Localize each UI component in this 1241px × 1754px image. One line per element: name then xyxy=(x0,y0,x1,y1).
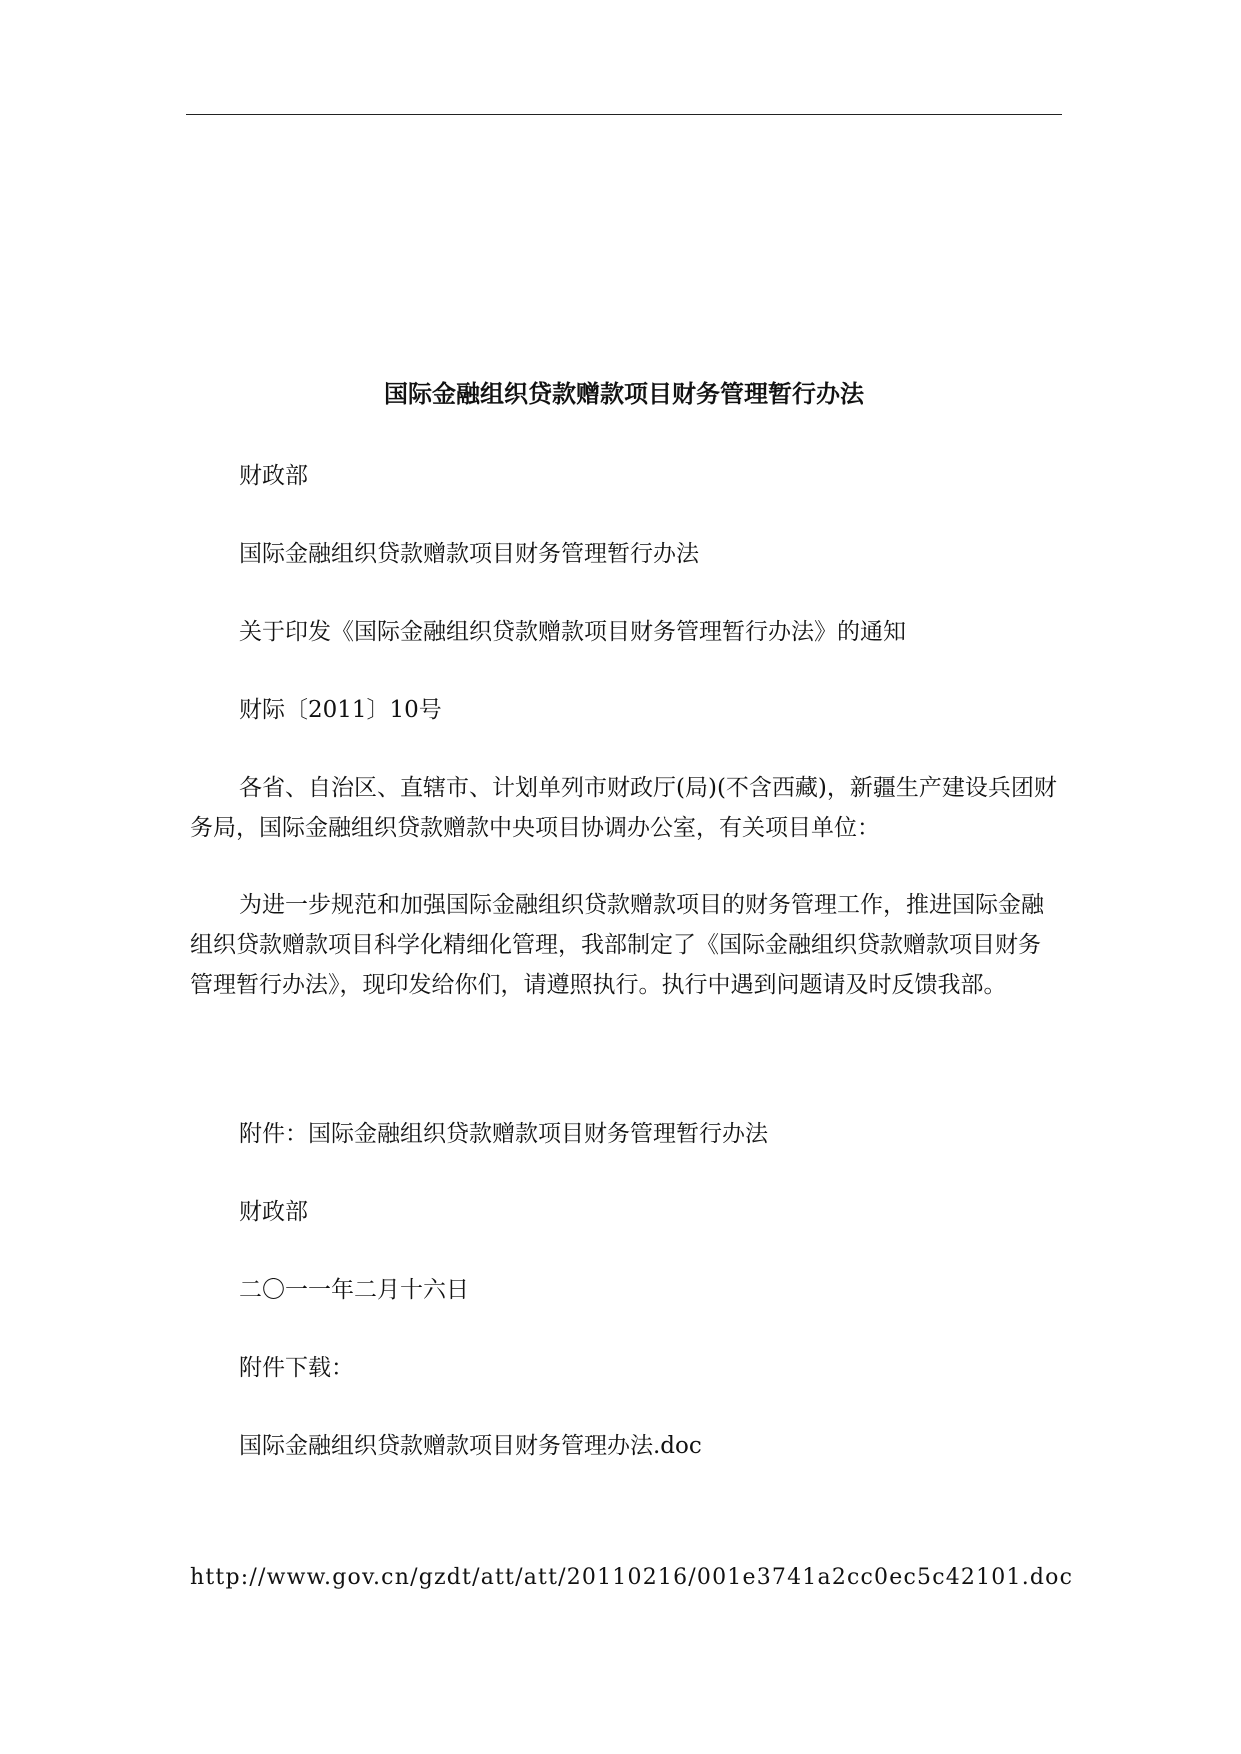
document-title: 国际金融组织贷款赠款项目财务管理暂行办法 xyxy=(384,380,864,408)
download-url-link[interactable]: http://www.gov.cn/gzdt/att/att/20110216/001e3741a2cc0ec5c42101.doc xyxy=(190,1565,1074,1590)
download-label-paragraph: 附件下载： xyxy=(239,1355,354,1381)
header-rule xyxy=(186,114,1062,115)
document-number-paragraph: 财际〔2011〕10号 xyxy=(239,697,442,723)
subject-paragraph: 国际金融组织贷款赠款项目财务管理暂行办法 xyxy=(239,541,699,567)
body-paragraph: 为进一步规范和加强国际金融组织贷款赠款项目的财务管理工作，推进国际金融组织贷款赠款项目科学化精细化管理，我部制定了《国际金融组织贷款赠款项目财务管理暂行办法》，现印发给你们，请遵照执行。执行中遇到问题请及时反馈我部。 xyxy=(190,892,1044,998)
date-paragraph: 二〇一一年二月十六日 xyxy=(239,1277,469,1303)
attachment-paragraph: 附件：国际金融组织贷款赠款项目财务管理暂行办法 xyxy=(239,1121,768,1147)
addressees-paragraph: 各省、自治区、直辖市、计划单列市财政厅(局)(不含西藏)，新疆生产建设兵团财务局，国际金融组织贷款赠款中央项目协调办公室，有关项目单位： xyxy=(190,775,1057,841)
signature-paragraph: 财政部 xyxy=(239,1199,308,1225)
issuer-paragraph: 财政部 xyxy=(239,463,308,489)
download-file-link[interactable]: 国际金融组织贷款赠款项目财务管理办法.doc xyxy=(239,1433,702,1459)
notice-title-paragraph: 关于印发《国际金融组织贷款赠款项目财务管理暂行办法》的通知 xyxy=(239,619,906,645)
